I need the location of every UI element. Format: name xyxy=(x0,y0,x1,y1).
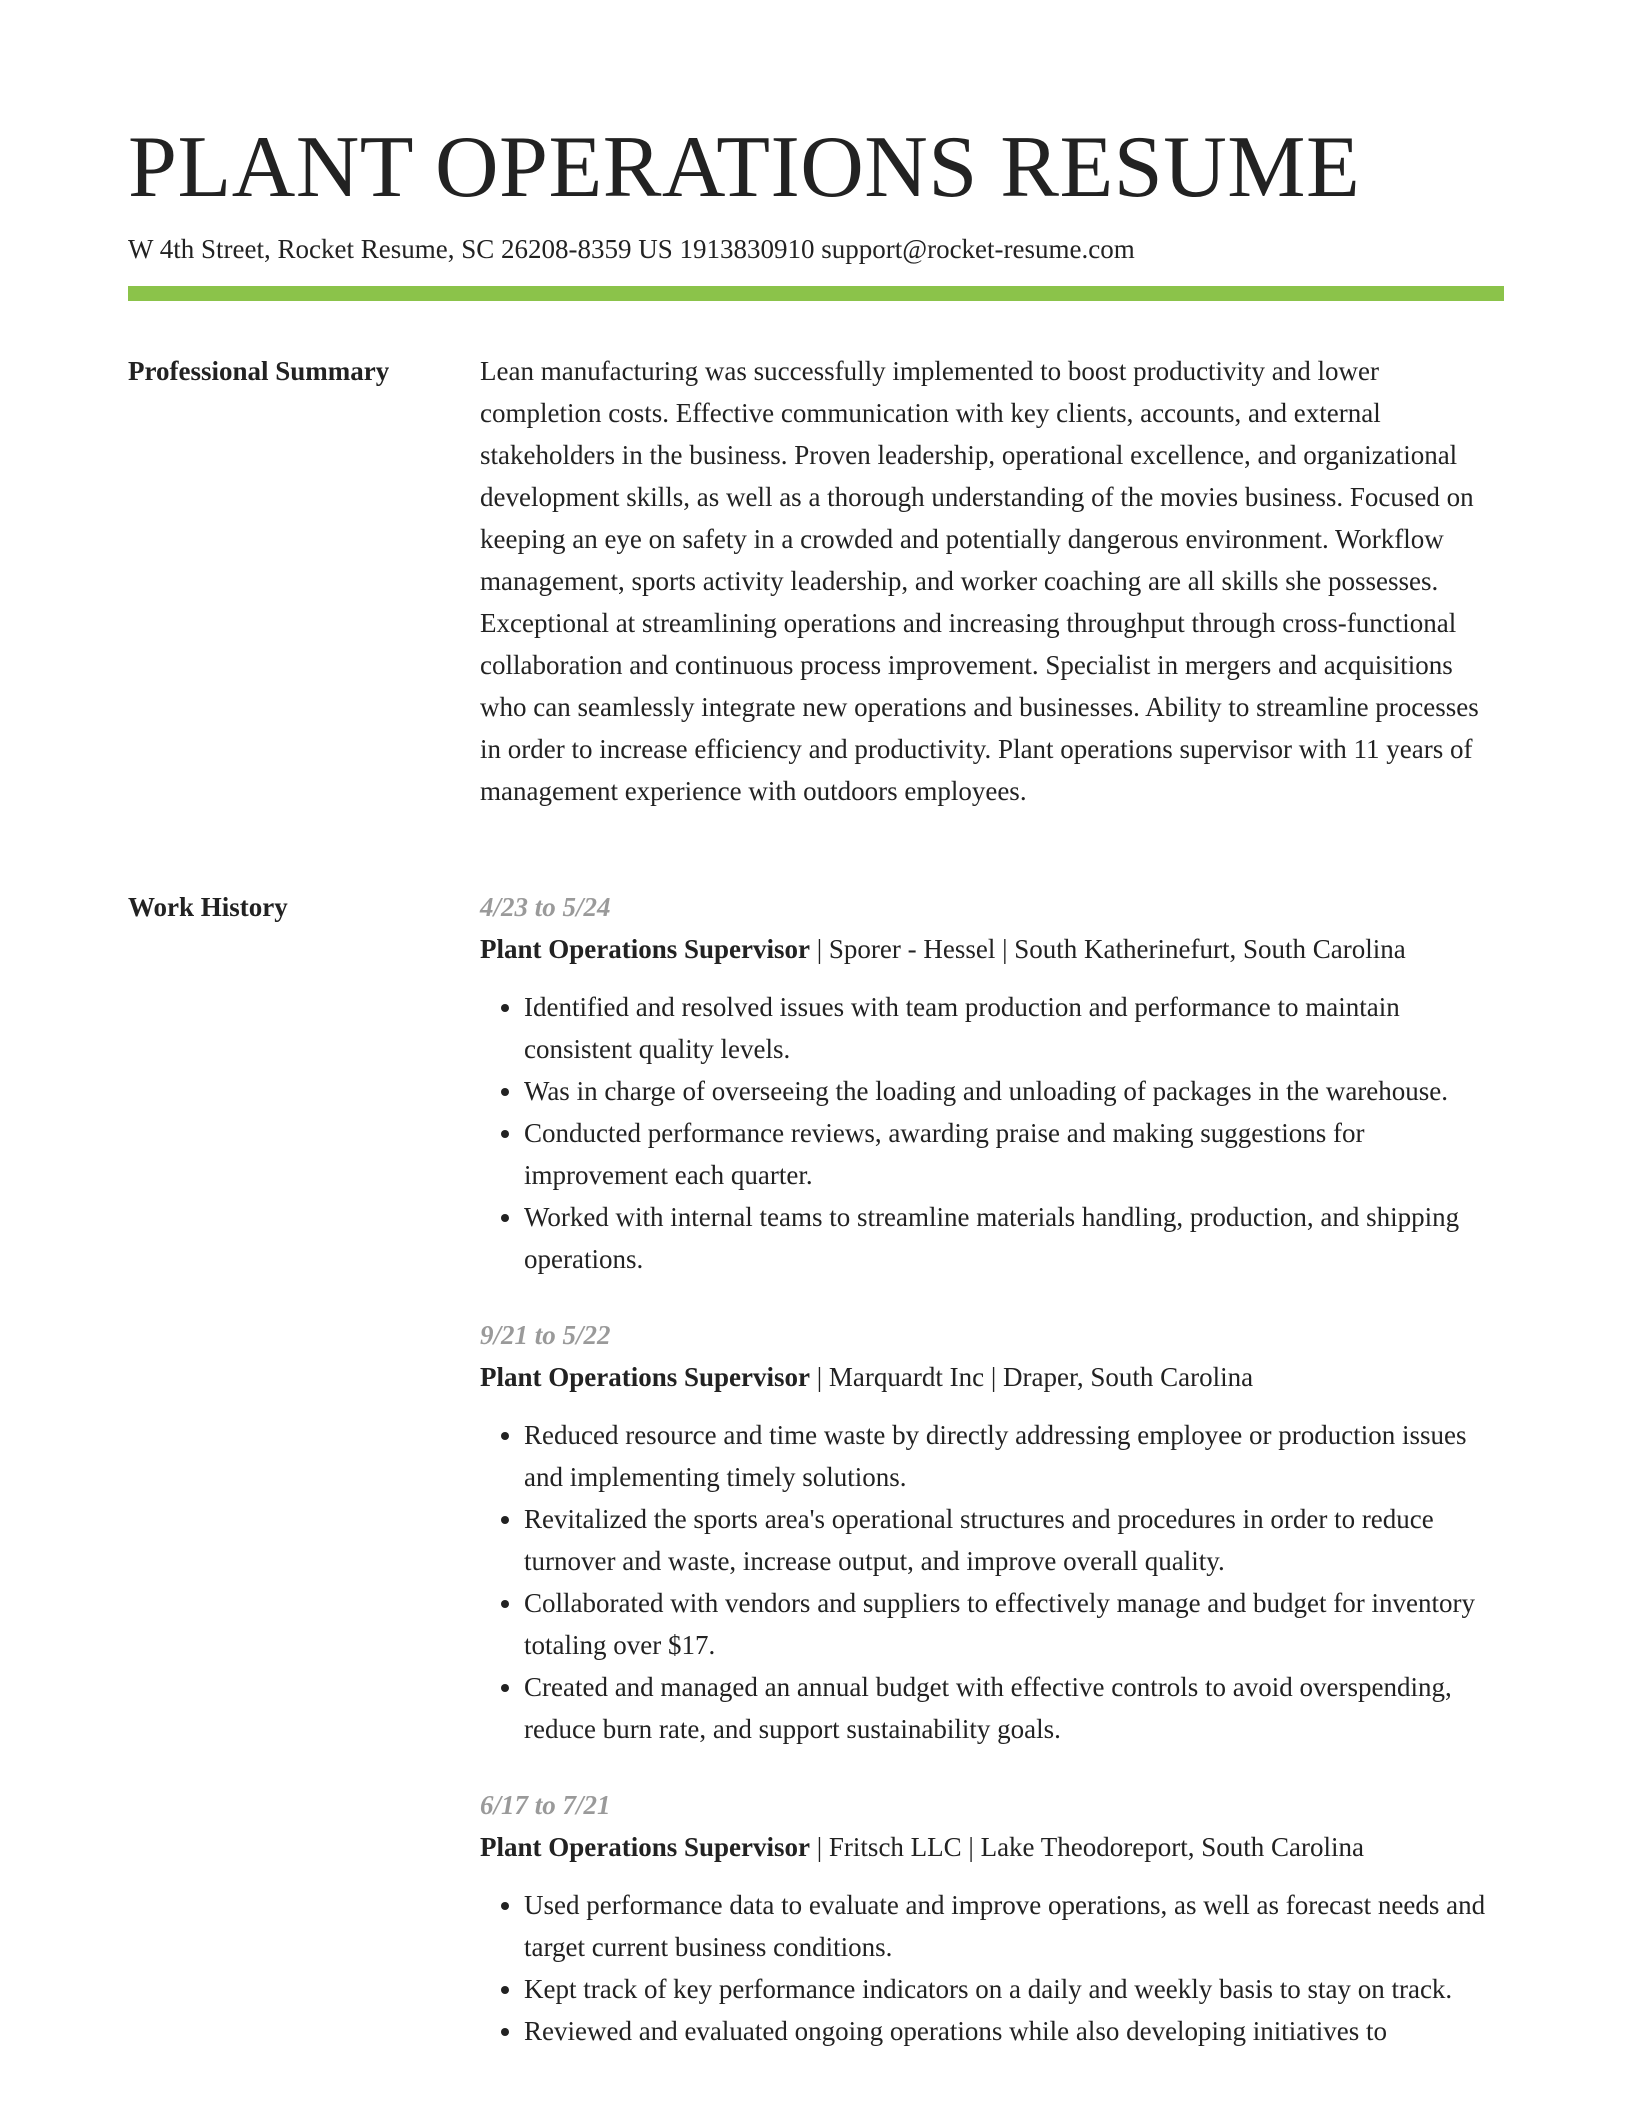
job-bullet: • Worked with internal teams to streamline materials handling, production, and shipping operations. xyxy=(524,1196,1504,1280)
job-title-line xyxy=(480,928,1504,970)
job-entry xyxy=(480,1784,1504,2052)
section-label-summary: Professional Summary xyxy=(128,356,390,386)
work-history-body xyxy=(480,886,1504,2086)
job-bullet: • Collaborated with vendors and suppliers to effectively manage and budget for inventory totaling over $17. xyxy=(524,1582,1504,1666)
resume-title: PLANT OPERATIONS RESUME xyxy=(128,119,1361,216)
job-bullet: • Identified and resolved issues with team production and performance to maintain consistent quality levels. xyxy=(524,986,1504,1070)
job-dates: 9/21 to 5/22 xyxy=(480,1320,611,1350)
job-entry xyxy=(480,1314,1504,1750)
summary-text: Lean manufacturing was successfully implemented to boost productivity and lower completion costs. Effective communication with key clients, accounts, and external stakeholders in the business. Proven leadership, operational excellence, and organizational development skills, as well as a thorough understanding of the movies business. Focused on keeping an eye on safety in a crowded and potentially dangerous environment. Workflow management, sports activity leadership, and worker coaching are all skills she possesses. Exceptional at streamlining operations and increasing throughput through cross-functional collaboration and continuous process improvement. Specialist in mergers and acquisitions who can seamlessly integrate new operations and businesses. Ability to streamline processes in order to increase efficiency and productivity. Plant operations supervisor with 11 years of management experience with outdoors employees. xyxy=(480,356,1479,806)
job-details: | Fritsch LLC | Lake Theodoreport, South Carolina xyxy=(810,1832,1364,1862)
job-dates: 4/23 to 5/24 xyxy=(480,892,611,922)
job-bullet: • Conducted performance reviews, awarding praise and making suggestions for improvement each quarter. xyxy=(524,1112,1504,1196)
resume-header xyxy=(128,118,1504,267)
header-divider xyxy=(128,286,1504,301)
job-details: | Sporer - Hessel | South Katherinefurt, South Carolina xyxy=(810,934,1406,964)
job-bullet: • Revitalized the sports area's operational structures and procedures in order to reduce turnover and waste, increase output, and improve overall quality. xyxy=(524,1498,1504,1582)
contact-info: W 4th Street, Rocket Resume, SC 26208-8359 US 1913830910 support@rocket-resume.com xyxy=(128,234,1135,264)
job-title-line xyxy=(480,1356,1504,1398)
job-bullet: • Created and managed an annual budget with effective controls to avoid overspending, reduce burn rate, and support sustainability goals. xyxy=(524,1666,1504,1750)
job-title-line xyxy=(480,1826,1504,1868)
job-bullets xyxy=(480,1414,1504,1750)
job-bullet: • Reduced resource and time waste by directly addressing employee or production issues and implementing timely solutions. xyxy=(524,1414,1504,1498)
summary-body xyxy=(480,350,1504,812)
section-label-work-history: Work History xyxy=(128,892,288,922)
job-bullet: • Kept track of key performance indicators on a daily and weekly basis to stay on track. xyxy=(524,1968,1504,2010)
job-bullets xyxy=(480,986,1504,1280)
job-bullet: • Used performance data to evaluate and improve operations, as well as forecast needs and target current business conditions. xyxy=(524,1884,1504,1968)
job-dates: 6/17 to 7/21 xyxy=(480,1790,611,1820)
job-details: | Marquardt Inc | Draper, South Carolina xyxy=(810,1362,1254,1392)
job-title: Plant Operations Supervisor xyxy=(480,1362,811,1392)
job-bullets xyxy=(480,1884,1504,2052)
job-title: Plant Operations Supervisor xyxy=(480,1832,811,1862)
job-title: Plant Operations Supervisor xyxy=(480,934,811,964)
job-bullet: • Was in charge of overseeing the loading and unloading of packages in the warehouse. xyxy=(524,1070,1504,1112)
job-bullet: • Reviewed and evaluated ongoing operations while also developing initiatives to xyxy=(524,2010,1504,2052)
job-entry xyxy=(480,886,1504,1280)
